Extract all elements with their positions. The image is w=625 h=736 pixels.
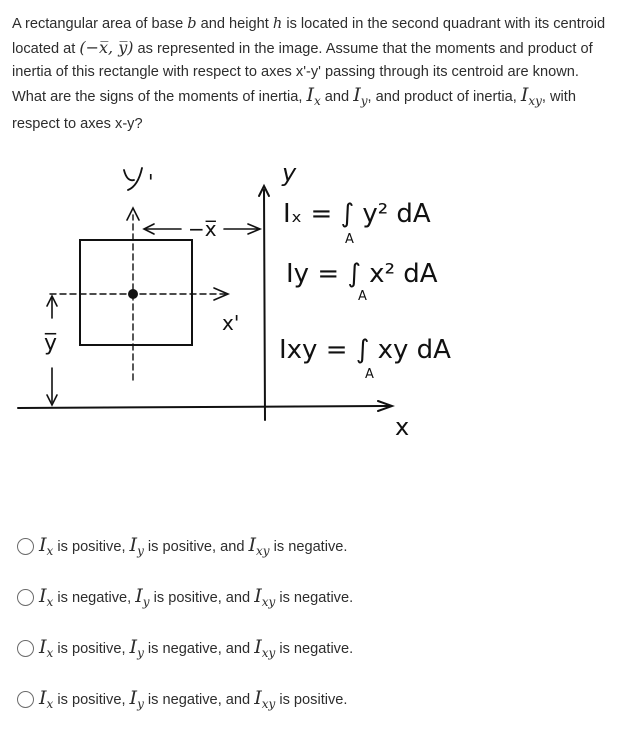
centroid-coords: (−x̅, y̅)	[79, 38, 134, 57]
neg-xbar-label: −x̅	[188, 217, 217, 241]
equation-ix: Iₓ = ∫ y² dA	[283, 199, 431, 229]
ix-symbol: $I_x$	[306, 84, 321, 108]
answer-options	[17, 532, 353, 736]
svg-text:A: A	[345, 232, 354, 247]
x-axis-label: x	[395, 413, 410, 441]
answer-option-3[interactable]: $I_x$ is positive, $I_y$ is negative, and $I_{xy}$ is negative.	[17, 634, 353, 662]
svg-text:A: A	[358, 289, 367, 304]
iy-symbol: $I_y$	[353, 84, 368, 108]
ixy-symbol: $I_{xy}$	[520, 84, 542, 108]
equation-ixy: Ixy = ∫ xy dA	[279, 335, 451, 365]
y-axis	[264, 190, 265, 420]
radio-button[interactable]	[17, 589, 34, 606]
radio-button[interactable]	[17, 691, 34, 708]
centroid-point	[128, 289, 138, 299]
equation-iy: Iy = ∫ x² dA	[286, 259, 438, 289]
y-prime-tick: '	[148, 170, 154, 194]
y-axis-label: y	[282, 159, 297, 187]
svg-text:A: A	[365, 367, 374, 382]
radio-button[interactable]	[17, 538, 34, 555]
answer-option-1[interactable]: $I_x$ is positive, $I_y$ is positive, and $I_{xy}$ is negative.	[17, 532, 353, 560]
question-text: A rectangular area of base b and height h is located in the second quadrant with its centroid located at (−x̅, y̅) as represented in the image. Assume that the moments and product of inertia of this rectangle with respect to axes x'-y' passing through its centroid are known. What are the signs of the moments of inertia, $I_x$ and $I_y$, and product of inertia, $I_{xy}$, with respect to axes x-y?	[12, 15, 606, 132]
x-axis	[18, 406, 390, 408]
ybar-label: y̅	[44, 331, 58, 356]
answer-option-2[interactable]: $I_x$ is negative, $I_y$ is positive, and $I_{xy}$ is negative.	[17, 583, 353, 611]
x-prime-label: x'	[222, 311, 240, 335]
figure-diagram	[0, 140, 625, 460]
answer-option-4[interactable]: $I_x$ is positive, $I_y$ is negative, and $I_{xy}$ is positive.	[17, 685, 353, 713]
radio-button[interactable]	[17, 640, 34, 657]
